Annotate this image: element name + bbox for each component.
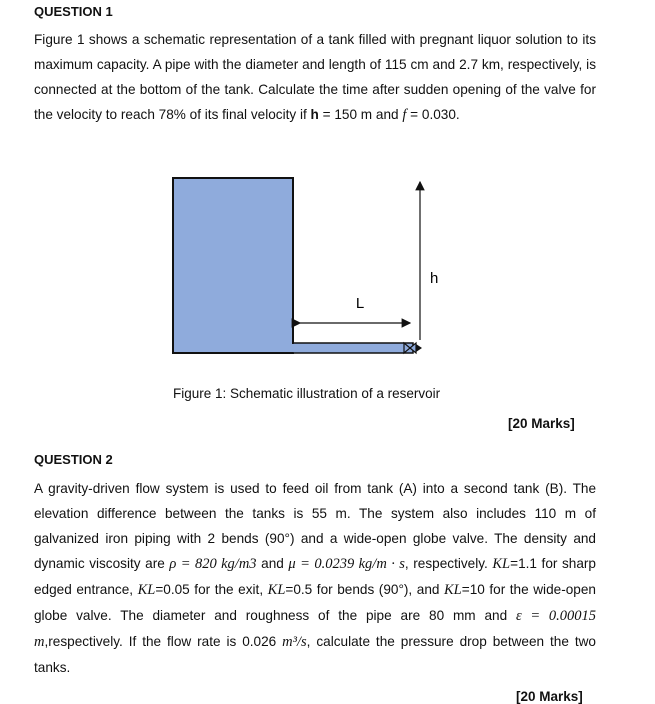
reservoir-figure (160, 160, 460, 385)
figure-caption: Figure 1: Schematic illustration of a reservoir (173, 386, 441, 401)
question-2-text: A gravity-driven flow system is used to feed oil from tank (A) into a second tank (B). The elevation difference between the tanks is 55 m. The system also includes 110 m of galvanized iron piping with 2 bends (90°) and a wide-open globe valve. The density and dynamic viscosity are ρ = 820 kg/m3 and μ = 0.0239 kg/m · s, respectively. KL=1.1 for sharp edged entrance, KL=0.05 for the exit, KL=0.5 for bends (90°), and KL=10 for the wide-open globe valve. The diameter and roughness of the pipe are 80 mm and ε = 0.00015 m,respectively. If the flow rate is 0.026 m³/s, calculate the pressure drop between the two tanks. (34, 481, 596, 675)
question-2-marks: [20 Marks] (516, 689, 583, 704)
length-label: L (355, 295, 365, 312)
tank (173, 178, 293, 353)
question-1-text: Figure 1 shows a schematic representation of a tank filled with pregnant liquor solution to its maximum capacity. A pipe with the diameter and length of 115 cm and 2.7 km, respectively, is connected at the bottom of the tank. Calculate the time after sudden opening of the valve for the velocity to reach 78% of its final velocity if h = 150 m and f = 0.030. (34, 32, 596, 123)
question-2-heading: QUESTION 2 (34, 452, 113, 467)
question-1-marks: [20 Marks] (508, 416, 575, 431)
question-1-heading: QUESTION 1 (34, 4, 113, 19)
pipe (293, 343, 413, 353)
height-label: h (430, 270, 439, 287)
